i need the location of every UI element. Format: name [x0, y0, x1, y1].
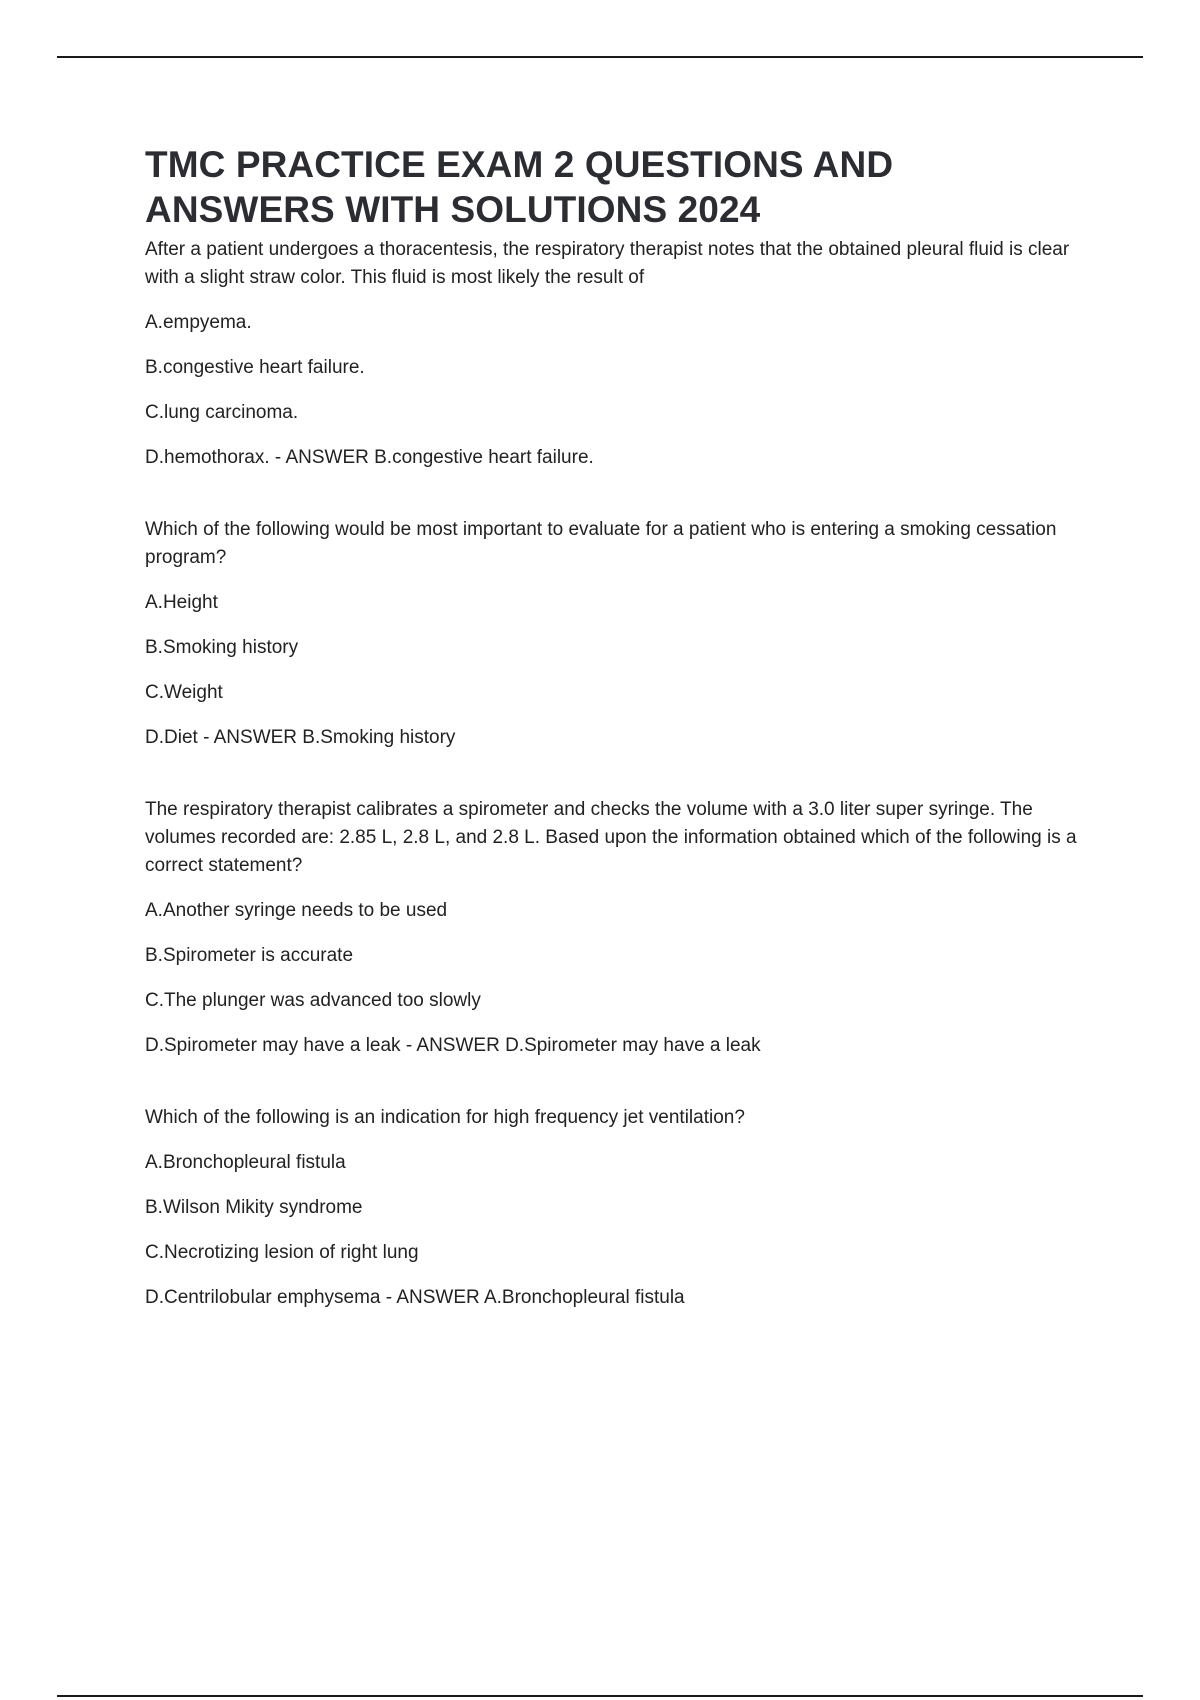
answer-option: B.Spirometer is accurate	[145, 945, 354, 966]
question-prompt: Which of the following would be most important to evaluate for a patient who is entering a smoking cessation program?	[145, 519, 1057, 568]
answer-option: B.congestive heart failure.	[145, 357, 365, 378]
answer-option: B.Wilson Mikity syndrome	[145, 1197, 363, 1218]
answer-option-with-answer: D.Centrilobular emphysema - ANSWER A.Bronchopleural fistula	[145, 1287, 685, 1308]
bottom-divider	[57, 1695, 1143, 1697]
answer-option: B.Smoking history	[145, 637, 299, 658]
answer-option: C.The plunger was advanced too slowly	[145, 990, 481, 1011]
answer-option: C.Necrotizing lesion of right lung	[145, 1242, 419, 1263]
answer-option: A.empyema.	[145, 312, 252, 333]
question-prompt: The respiratory therapist calibrates a spirometer and checks the volume with a 3.0 liter super syringe. The volumes recorded are: 2.85 L, 2.8 L, and 2.8 L. Based upon the information obtained which of the following is a correct statement?	[145, 799, 1077, 876]
answer-option-with-answer: D.Diet - ANSWER B.Smoking history	[145, 727, 456, 748]
question-block-4	[145, 1104, 1085, 1312]
answer-option: A.Another syringe needs to be used	[145, 900, 448, 921]
answer-option: A.Bronchopleural fistula	[145, 1152, 346, 1173]
document-body	[145, 142, 1085, 1312]
answer-option: C.lung carcinoma.	[145, 402, 299, 423]
question-block-3	[145, 796, 1085, 1060]
answer-option: C.Weight	[145, 682, 223, 703]
top-divider	[57, 56, 1143, 58]
question-block-1	[145, 236, 1085, 472]
document-title: TMC PRACTICE EXAM 2 QUESTIONS AND ANSWERS WITH SOLUTIONS 2024	[145, 144, 894, 230]
answer-option: A.Height	[145, 592, 218, 613]
answer-option-with-answer: D.hemothorax. - ANSWER B.congestive heart failure.	[145, 447, 594, 468]
answer-option-with-answer: D.Spirometer may have a leak - ANSWER D.Spirometer may have a leak	[145, 1035, 761, 1056]
question-block-2	[145, 516, 1085, 752]
question-prompt: After a patient undergoes a thoracentesis, the respiratory therapist notes that the obtained pleural fluid is clear with a slight straw color. This fluid is most likely the result of	[145, 239, 1070, 288]
question-prompt: Which of the following is an indication for high frequency jet ventilation?	[145, 1107, 745, 1128]
